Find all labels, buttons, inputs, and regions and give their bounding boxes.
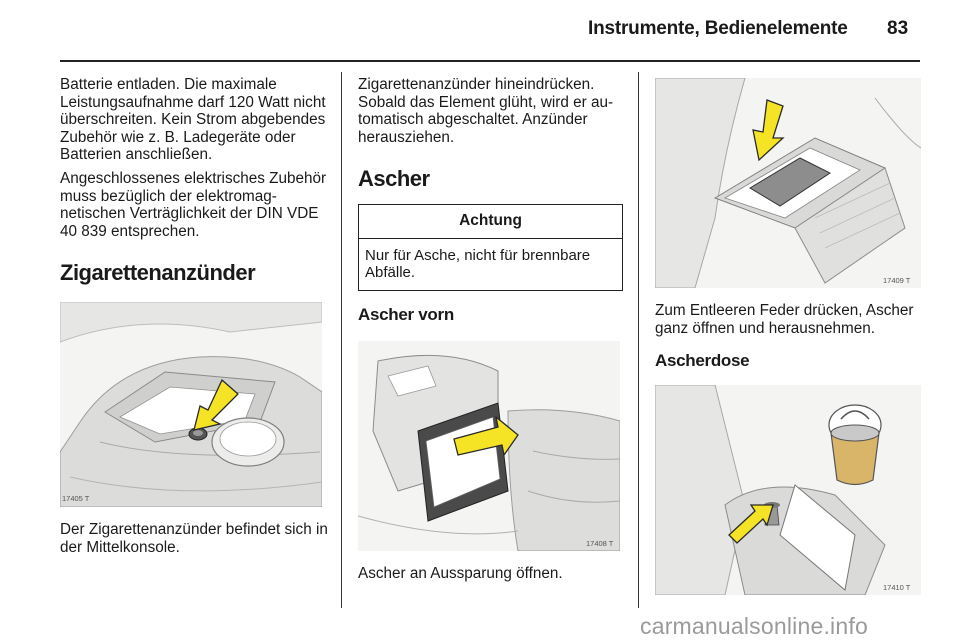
- front-ashtray-illustration: [358, 341, 620, 551]
- paragraph-lighter-usage: Zigarettenanzünder hineindrücken. Sobald das Element glüht, wird er automatisch abgeschaltet. Anzünder herausziehen.: [358, 76, 614, 146]
- warning-box: [358, 204, 623, 291]
- figure-front-ashtray: [358, 341, 620, 551]
- header-rule: [60, 60, 920, 62]
- heading-cigarette-lighter: Zigarettenanzünder: [60, 260, 256, 286]
- caption-cigarette-lighter: Der Zigarettenanzünder befindet sich in der Mittelkonsole.: [60, 521, 328, 556]
- heading-ashtray: Ascher: [358, 166, 430, 192]
- column-1: [60, 76, 328, 563]
- watermark-text: carmanualsonline.info: [640, 613, 868, 639]
- figure-ashtray-emptying: [655, 78, 921, 288]
- figure-ash-box: [655, 385, 921, 595]
- subheading-ash-box: Ascherdose: [655, 351, 750, 371]
- cigarette-lighter-illustration: [60, 302, 322, 507]
- warning-title: Achtung: [359, 205, 622, 239]
- warning-text: Nur für Asche, nicht für brennbare Abfälle.: [365, 247, 591, 282]
- subheading-front-ashtray: Ascher vorn: [358, 305, 454, 325]
- ashtray-emptying-illustration: [655, 78, 921, 288]
- page-header-title: Instrumente, Bedienelemente: [588, 18, 848, 39]
- figure-code: 17409 T: [883, 276, 911, 285]
- ash-box-illustration: [655, 385, 921, 595]
- caption-ashtray-emptying: Zum Entleeren Feder drücken, Ascher ganz öffnen und herausnehmen.: [655, 302, 914, 337]
- caption-front-ashtray: Ascher an Aussparung öffnen.: [358, 565, 563, 583]
- page-number: 83: [887, 18, 909, 39]
- figure-code: 17405 T: [62, 494, 90, 504]
- figure-code: 17408 T: [586, 539, 614, 549]
- column-divider-2: [638, 72, 639, 608]
- figure-code: 17410 T: [883, 583, 911, 593]
- figure-cigarette-lighter: [60, 302, 322, 507]
- column-3: [655, 76, 923, 595]
- column-divider-1: [341, 72, 342, 608]
- paragraph-battery: Batterie entladen. Die maximale Leistungsaufnahme darf 120 Watt nicht überschreiten. Kein Strom abgebendes Zubehör wie z. B. Ladegeräte oder Batterien anschließen.: [60, 76, 326, 164]
- column-2: [358, 76, 623, 589]
- paragraph-accessories: Angeschlossenes elektrisches Zubehör muss bezüglich der elektromagnetischen Verträglichkeit der DIN VDE 40 839 entsprechen.: [60, 169, 327, 240]
